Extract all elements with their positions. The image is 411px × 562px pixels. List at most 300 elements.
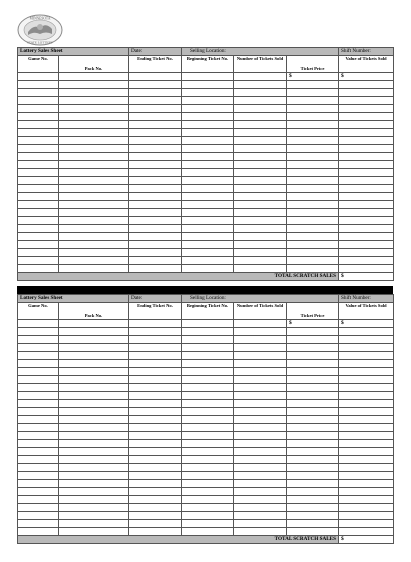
- beginning-ticket-cell[interactable]: [182, 416, 234, 424]
- pack-no-cell[interactable]: [59, 440, 129, 448]
- beginning-ticket-cell[interactable]: [182, 241, 234, 249]
- beginning-ticket-cell[interactable]: [182, 528, 234, 536]
- tickets-sold-cell[interactable]: [234, 177, 287, 185]
- beginning-ticket-cell[interactable]: [182, 193, 234, 201]
- value-sold-cell[interactable]: [339, 384, 394, 392]
- ticket-price-cell[interactable]: [287, 520, 339, 528]
- ending-ticket-cell[interactable]: [129, 81, 182, 89]
- beginning-ticket-cell[interactable]: [182, 352, 234, 360]
- pack-no-cell[interactable]: [59, 161, 129, 169]
- pack-no-cell[interactable]: [59, 416, 129, 424]
- pack-no-cell[interactable]: [59, 408, 129, 416]
- pack-no-cell[interactable]: [59, 520, 129, 528]
- tickets-sold-cell[interactable]: [234, 400, 287, 408]
- ticket-price-cell[interactable]: [287, 496, 339, 504]
- value-sold-cell[interactable]: [339, 153, 394, 161]
- tickets-sold-cell[interactable]: [234, 352, 287, 360]
- ending-ticket-cell[interactable]: [129, 464, 182, 472]
- beginning-ticket-cell[interactable]: [182, 472, 234, 480]
- value-sold-cell[interactable]: [339, 121, 394, 129]
- game-no-cell[interactable]: [18, 504, 59, 512]
- pack-no-cell[interactable]: [59, 241, 129, 249]
- beginning-ticket-cell[interactable]: [182, 400, 234, 408]
- value-sold-cell[interactable]: [339, 448, 394, 456]
- beginning-ticket-cell[interactable]: [182, 201, 234, 209]
- beginning-ticket-cell[interactable]: [182, 424, 234, 432]
- pack-no-cell[interactable]: [59, 424, 129, 432]
- game-no-cell[interactable]: [18, 257, 59, 265]
- pack-no-cell[interactable]: [59, 193, 129, 201]
- ending-ticket-cell[interactable]: [129, 161, 182, 169]
- value-sold-cell[interactable]: [339, 416, 394, 424]
- pack-no-cell[interactable]: [59, 472, 129, 480]
- beginning-ticket-cell[interactable]: [182, 225, 234, 233]
- ending-ticket-cell[interactable]: [129, 169, 182, 177]
- value-sold-cell[interactable]: [339, 137, 394, 145]
- ending-ticket-cell[interactable]: [129, 360, 182, 368]
- value-sold-cell[interactable]: [339, 528, 394, 536]
- ticket-price-cell[interactable]: [287, 376, 339, 384]
- beginning-ticket-cell[interactable]: [182, 328, 234, 336]
- pack-no-cell[interactable]: [59, 233, 129, 241]
- pack-no-cell[interactable]: [59, 217, 129, 225]
- tickets-sold-cell[interactable]: [234, 185, 287, 193]
- pack-no-cell[interactable]: [59, 456, 129, 464]
- beginning-ticket-cell[interactable]: [182, 185, 234, 193]
- game-no-cell[interactable]: [18, 376, 59, 384]
- ticket-price-cell[interactable]: [287, 464, 339, 472]
- beginning-ticket-cell[interactable]: [182, 105, 234, 113]
- pack-no-cell[interactable]: [59, 129, 129, 137]
- ticket-price-cell[interactable]: [287, 392, 339, 400]
- pack-no-cell[interactable]: [59, 392, 129, 400]
- pack-no-cell[interactable]: [59, 81, 129, 89]
- ticket-price-cell[interactable]: [287, 225, 339, 233]
- ending-ticket-cell[interactable]: [129, 265, 182, 273]
- ticket-price-cell[interactable]: [287, 504, 339, 512]
- tickets-sold-cell[interactable]: [234, 249, 287, 257]
- ending-ticket-cell[interactable]: [129, 185, 182, 193]
- date-label[interactable]: Date:: [129, 48, 182, 56]
- game-no-cell[interactable]: [18, 328, 59, 336]
- value-sold-cell[interactable]: [339, 456, 394, 464]
- ending-ticket-cell[interactable]: [129, 488, 182, 496]
- beginning-ticket-cell[interactable]: [182, 145, 234, 153]
- ticket-price-cell[interactable]: [287, 153, 339, 161]
- beginning-ticket-cell[interactable]: [182, 161, 234, 169]
- game-no-cell[interactable]: [18, 352, 59, 360]
- shift-number-label[interactable]: Shift Number:: [339, 48, 394, 56]
- tickets-sold-cell[interactable]: [234, 137, 287, 145]
- ticket-price-cell[interactable]: [287, 185, 339, 193]
- ticket-price-cell[interactable]: [287, 97, 339, 105]
- value-sold-cell[interactable]: [339, 432, 394, 440]
- ticket-price-cell[interactable]: [287, 456, 339, 464]
- beginning-ticket-cell[interactable]: [182, 113, 234, 121]
- tickets-sold-cell[interactable]: [234, 368, 287, 376]
- game-no-cell[interactable]: [18, 392, 59, 400]
- value-sold-cell[interactable]: [339, 81, 394, 89]
- ending-ticket-cell[interactable]: [129, 129, 182, 137]
- pack-no-cell[interactable]: [59, 480, 129, 488]
- value-sold-cell[interactable]: [339, 344, 394, 352]
- ticket-price-cell[interactable]: [287, 448, 339, 456]
- ending-ticket-cell[interactable]: [129, 512, 182, 520]
- tickets-sold-cell[interactable]: [234, 257, 287, 265]
- ticket-price-cell[interactable]: [287, 169, 339, 177]
- tickets-sold-cell[interactable]: [234, 384, 287, 392]
- game-no-cell[interactable]: [18, 440, 59, 448]
- pack-no-cell[interactable]: [59, 384, 129, 392]
- ending-ticket-cell[interactable]: [129, 225, 182, 233]
- pack-no-cell[interactable]: [59, 265, 129, 273]
- tickets-sold-cell[interactable]: [234, 480, 287, 488]
- value-sold-cell[interactable]: [339, 464, 394, 472]
- pack-no-cell[interactable]: [59, 432, 129, 440]
- ending-ticket-cell[interactable]: [129, 400, 182, 408]
- ending-ticket-cell[interactable]: [129, 504, 182, 512]
- pack-no-cell[interactable]: [59, 177, 129, 185]
- pack-no-cell[interactable]: [59, 145, 129, 153]
- value-sold-cell[interactable]: [339, 145, 394, 153]
- pack-no-cell[interactable]: [59, 249, 129, 257]
- ending-ticket-cell[interactable]: [129, 368, 182, 376]
- game-no-cell[interactable]: [18, 249, 59, 257]
- ending-ticket-cell[interactable]: [129, 376, 182, 384]
- beginning-ticket-cell[interactable]: [182, 376, 234, 384]
- game-no-cell[interactable]: [18, 113, 59, 121]
- tickets-sold-cell[interactable]: [234, 121, 287, 129]
- ending-ticket-cell[interactable]: [129, 121, 182, 129]
- tickets-sold-cell[interactable]: [234, 201, 287, 209]
- beginning-ticket-cell[interactable]: [182, 456, 234, 464]
- ending-ticket-cell[interactable]: [129, 145, 182, 153]
- game-no-cell[interactable]: [18, 201, 59, 209]
- ticket-price-cell[interactable]: [287, 257, 339, 265]
- value-sold-cell[interactable]: [339, 440, 394, 448]
- pack-no-cell[interactable]: [59, 336, 129, 344]
- ticket-price-cell[interactable]: [287, 432, 339, 440]
- value-sold-cell[interactable]: [339, 265, 394, 273]
- ending-ticket-cell[interactable]: [129, 456, 182, 464]
- ticket-price-cell[interactable]: [287, 408, 339, 416]
- ending-ticket-cell[interactable]: [129, 217, 182, 225]
- ticket-price-cell[interactable]: [287, 193, 339, 201]
- value-sold-cell[interactable]: [339, 105, 394, 113]
- tickets-sold-cell[interactable]: [234, 336, 287, 344]
- tickets-sold-cell[interactable]: [234, 512, 287, 520]
- game-no-cell[interactable]: [18, 336, 59, 344]
- value-sold-cell[interactable]: [339, 488, 394, 496]
- beginning-ticket-cell[interactable]: [182, 129, 234, 137]
- beginning-ticket-cell[interactable]: [182, 496, 234, 504]
- game-no-cell[interactable]: [18, 225, 59, 233]
- ticket-price-cell[interactable]: [287, 352, 339, 360]
- tickets-sold-cell[interactable]: [234, 496, 287, 504]
- ending-ticket-cell[interactable]: [129, 520, 182, 528]
- value-sold-cell[interactable]: [339, 512, 394, 520]
- game-no-cell[interactable]: [18, 129, 59, 137]
- value-sold-currency[interactable]: $: [339, 73, 394, 81]
- beginning-ticket-cell[interactable]: [182, 448, 234, 456]
- pack-no-cell[interactable]: [59, 105, 129, 113]
- ending-ticket-cell[interactable]: [129, 440, 182, 448]
- pack-no-cell[interactable]: [59, 360, 129, 368]
- tickets-sold-cell[interactable]: [234, 161, 287, 169]
- ticket-price-cell[interactable]: [287, 217, 339, 225]
- ending-ticket-cell[interactable]: [129, 137, 182, 145]
- tickets-sold-cell[interactable]: [234, 424, 287, 432]
- pack-no-cell[interactable]: [59, 185, 129, 193]
- beginning-ticket-cell[interactable]: [182, 249, 234, 257]
- game-no-cell[interactable]: [18, 424, 59, 432]
- beginning-ticket-cell[interactable]: [182, 257, 234, 265]
- pack-no-cell[interactable]: [59, 344, 129, 352]
- pack-no-cell[interactable]: [59, 225, 129, 233]
- tickets-sold-cell[interactable]: [234, 360, 287, 368]
- ending-ticket-cell[interactable]: [129, 193, 182, 201]
- value-sold-cell[interactable]: [339, 217, 394, 225]
- ticket-price-cell[interactable]: [287, 209, 339, 217]
- beginning-ticket-cell[interactable]: [182, 344, 234, 352]
- ending-ticket-cell[interactable]: [129, 153, 182, 161]
- pack-no-cell[interactable]: [59, 400, 129, 408]
- value-sold-cell[interactable]: [339, 472, 394, 480]
- tickets-sold-cell[interactable]: [234, 145, 287, 153]
- value-sold-cell[interactable]: [339, 97, 394, 105]
- game-no-cell[interactable]: [18, 384, 59, 392]
- ticket-price-currency[interactable]: $: [287, 73, 339, 81]
- tickets-sold-cell[interactable]: [234, 456, 287, 464]
- tickets-sold-cell[interactable]: [234, 153, 287, 161]
- beginning-ticket-cell[interactable]: [182, 169, 234, 177]
- tickets-sold-cell[interactable]: [234, 217, 287, 225]
- pack-no-cell[interactable]: [59, 89, 129, 97]
- beginning-ticket-cell[interactable]: [182, 504, 234, 512]
- ticket-price-cell[interactable]: [287, 121, 339, 129]
- ending-ticket-cell[interactable]: [129, 201, 182, 209]
- beginning-ticket-cell[interactable]: [182, 488, 234, 496]
- tickets-sold-cell[interactable]: [234, 225, 287, 233]
- value-sold-cell[interactable]: [339, 368, 394, 376]
- game-no-cell[interactable]: [18, 432, 59, 440]
- game-no-cell[interactable]: [18, 177, 59, 185]
- value-sold-currency[interactable]: $: [339, 320, 394, 328]
- pack-no-cell[interactable]: [59, 209, 129, 217]
- shift-number-label[interactable]: Shift Number:: [339, 295, 394, 303]
- game-no-cell[interactable]: [18, 360, 59, 368]
- value-sold-cell[interactable]: [339, 185, 394, 193]
- ending-ticket-cell[interactable]: [129, 97, 182, 105]
- ending-ticket-cell[interactable]: [129, 384, 182, 392]
- ending-ticket-cell[interactable]: [129, 392, 182, 400]
- beginning-ticket-cell[interactable]: [182, 384, 234, 392]
- pack-no-cell[interactable]: [59, 201, 129, 209]
- value-sold-cell[interactable]: [339, 193, 394, 201]
- ending-ticket-cell[interactable]: [129, 257, 182, 265]
- beginning-ticket-cell[interactable]: [182, 408, 234, 416]
- ticket-price-cell[interactable]: [287, 440, 339, 448]
- ticket-price-cell[interactable]: [287, 81, 339, 89]
- tickets-sold-cell[interactable]: [234, 504, 287, 512]
- game-no-cell[interactable]: [18, 241, 59, 249]
- game-no-cell[interactable]: [18, 464, 59, 472]
- ticket-price-cell[interactable]: [287, 512, 339, 520]
- ending-ticket-cell[interactable]: [129, 344, 182, 352]
- tickets-sold-cell[interactable]: [234, 241, 287, 249]
- game-no-cell[interactable]: [18, 512, 59, 520]
- value-sold-cell[interactable]: [339, 129, 394, 137]
- tickets-sold-cell[interactable]: [234, 464, 287, 472]
- value-sold-cell[interactable]: [339, 233, 394, 241]
- ending-ticket-cell[interactable]: [129, 480, 182, 488]
- tickets-sold-cell[interactable]: [234, 376, 287, 384]
- tickets-sold-cell[interactable]: [234, 344, 287, 352]
- value-sold-cell[interactable]: [339, 209, 394, 217]
- beginning-ticket-cell[interactable]: [182, 512, 234, 520]
- ticket-price-cell[interactable]: [287, 528, 339, 536]
- ticket-price-cell[interactable]: [287, 328, 339, 336]
- beginning-ticket-cell[interactable]: [182, 233, 234, 241]
- beginning-ticket-cell[interactable]: [182, 336, 234, 344]
- ending-ticket-cell[interactable]: [129, 89, 182, 97]
- value-sold-cell[interactable]: [339, 89, 394, 97]
- pack-no-cell[interactable]: [59, 97, 129, 105]
- value-sold-cell[interactable]: [339, 376, 394, 384]
- ticket-price-cell[interactable]: [287, 480, 339, 488]
- value-sold-cell[interactable]: [339, 336, 394, 344]
- value-sold-cell[interactable]: [339, 249, 394, 257]
- ending-ticket-cell[interactable]: [129, 528, 182, 536]
- game-no-cell[interactable]: [18, 217, 59, 225]
- game-no-cell[interactable]: [18, 265, 59, 273]
- ticket-price-cell[interactable]: [287, 201, 339, 209]
- game-no-cell[interactable]: [18, 448, 59, 456]
- ticket-price-cell[interactable]: [287, 129, 339, 137]
- value-sold-cell[interactable]: [339, 328, 394, 336]
- value-sold-cell[interactable]: [339, 408, 394, 416]
- ticket-price-currency[interactable]: $: [287, 320, 339, 328]
- value-sold-cell[interactable]: [339, 225, 394, 233]
- beginning-ticket-cell[interactable]: [182, 209, 234, 217]
- total-scratch-sales-value[interactable]: $: [339, 273, 394, 281]
- beginning-ticket-cell[interactable]: [182, 520, 234, 528]
- game-no-cell[interactable]: [18, 193, 59, 201]
- ticket-price-cell[interactable]: [287, 89, 339, 97]
- ticket-price-cell[interactable]: [287, 416, 339, 424]
- tickets-sold-cell[interactable]: [234, 193, 287, 201]
- value-sold-cell[interactable]: [339, 520, 394, 528]
- beginning-ticket-cell[interactable]: [182, 137, 234, 145]
- selling-location-label[interactable]: Selling Location:: [182, 48, 339, 56]
- tickets-sold-cell[interactable]: [234, 97, 287, 105]
- game-no-cell[interactable]: [18, 520, 59, 528]
- game-no-cell[interactable]: [18, 97, 59, 105]
- tickets-sold-cell[interactable]: [234, 113, 287, 121]
- tickets-sold-cell[interactable]: [234, 448, 287, 456]
- ending-ticket-cell[interactable]: [129, 424, 182, 432]
- ending-ticket-cell[interactable]: [129, 432, 182, 440]
- value-sold-cell[interactable]: [339, 201, 394, 209]
- ending-ticket-cell[interactable]: [129, 496, 182, 504]
- tickets-sold-cell[interactable]: [234, 81, 287, 89]
- ticket-price-cell[interactable]: [287, 105, 339, 113]
- pack-no-cell[interactable]: [59, 448, 129, 456]
- game-no-cell[interactable]: [18, 408, 59, 416]
- value-sold-cell[interactable]: [339, 400, 394, 408]
- game-no-cell[interactable]: [18, 496, 59, 504]
- ending-ticket-cell[interactable]: [129, 241, 182, 249]
- ticket-price-cell[interactable]: [287, 488, 339, 496]
- ticket-price-cell[interactable]: [287, 336, 339, 344]
- ticket-price-cell[interactable]: [287, 177, 339, 185]
- beginning-ticket-cell[interactable]: [182, 97, 234, 105]
- pack-no-cell[interactable]: [59, 113, 129, 121]
- game-no-cell[interactable]: [18, 161, 59, 169]
- tickets-sold-cell[interactable]: [234, 528, 287, 536]
- tickets-sold-cell[interactable]: [234, 472, 287, 480]
- pack-no-cell[interactable]: [59, 376, 129, 384]
- ticket-price-cell[interactable]: [287, 233, 339, 241]
- total-scratch-sales-value[interactable]: $: [339, 536, 394, 544]
- game-no-cell[interactable]: [18, 81, 59, 89]
- pack-no-cell[interactable]: [59, 137, 129, 145]
- ticket-price-cell[interactable]: [287, 161, 339, 169]
- ticket-price-cell[interactable]: [287, 241, 339, 249]
- value-sold-cell[interactable]: [339, 424, 394, 432]
- tickets-sold-cell[interactable]: [234, 328, 287, 336]
- ticket-price-cell[interactable]: [287, 137, 339, 145]
- game-no-cell[interactable]: [18, 456, 59, 464]
- ticket-price-cell[interactable]: [287, 368, 339, 376]
- game-no-cell[interactable]: [18, 344, 59, 352]
- game-no-cell[interactable]: [18, 153, 59, 161]
- beginning-ticket-cell[interactable]: [182, 81, 234, 89]
- game-no-cell[interactable]: [18, 233, 59, 241]
- tickets-sold-cell[interactable]: [234, 129, 287, 137]
- ending-ticket-cell[interactable]: [129, 233, 182, 241]
- pack-no-cell[interactable]: [59, 257, 129, 265]
- beginning-ticket-cell[interactable]: [182, 360, 234, 368]
- beginning-ticket-cell[interactable]: [182, 121, 234, 129]
- pack-no-cell[interactable]: [59, 528, 129, 536]
- ticket-price-cell[interactable]: [287, 113, 339, 121]
- ticket-price-cell[interactable]: [287, 400, 339, 408]
- ticket-price-cell[interactable]: [287, 344, 339, 352]
- game-no-cell[interactable]: [18, 472, 59, 480]
- ticket-price-cell[interactable]: [287, 360, 339, 368]
- ending-ticket-cell[interactable]: [129, 472, 182, 480]
- value-sold-cell[interactable]: [339, 480, 394, 488]
- pack-no-cell[interactable]: [59, 512, 129, 520]
- game-no-cell[interactable]: [18, 528, 59, 536]
- pack-no-cell[interactable]: [59, 352, 129, 360]
- tickets-sold-cell[interactable]: [234, 392, 287, 400]
- tickets-sold-cell[interactable]: [234, 440, 287, 448]
- game-no-cell[interactable]: [18, 89, 59, 97]
- value-sold-cell[interactable]: [339, 113, 394, 121]
- ticket-price-cell[interactable]: [287, 472, 339, 480]
- value-sold-cell[interactable]: [339, 504, 394, 512]
- value-sold-cell[interactable]: [339, 177, 394, 185]
- value-sold-cell[interactable]: [339, 360, 394, 368]
- pack-no-cell[interactable]: [59, 464, 129, 472]
- beginning-ticket-cell[interactable]: [182, 217, 234, 225]
- tickets-sold-cell[interactable]: [234, 408, 287, 416]
- tickets-sold-cell[interactable]: [234, 265, 287, 273]
- game-no-cell[interactable]: [18, 368, 59, 376]
- tickets-sold-cell[interactable]: [234, 233, 287, 241]
